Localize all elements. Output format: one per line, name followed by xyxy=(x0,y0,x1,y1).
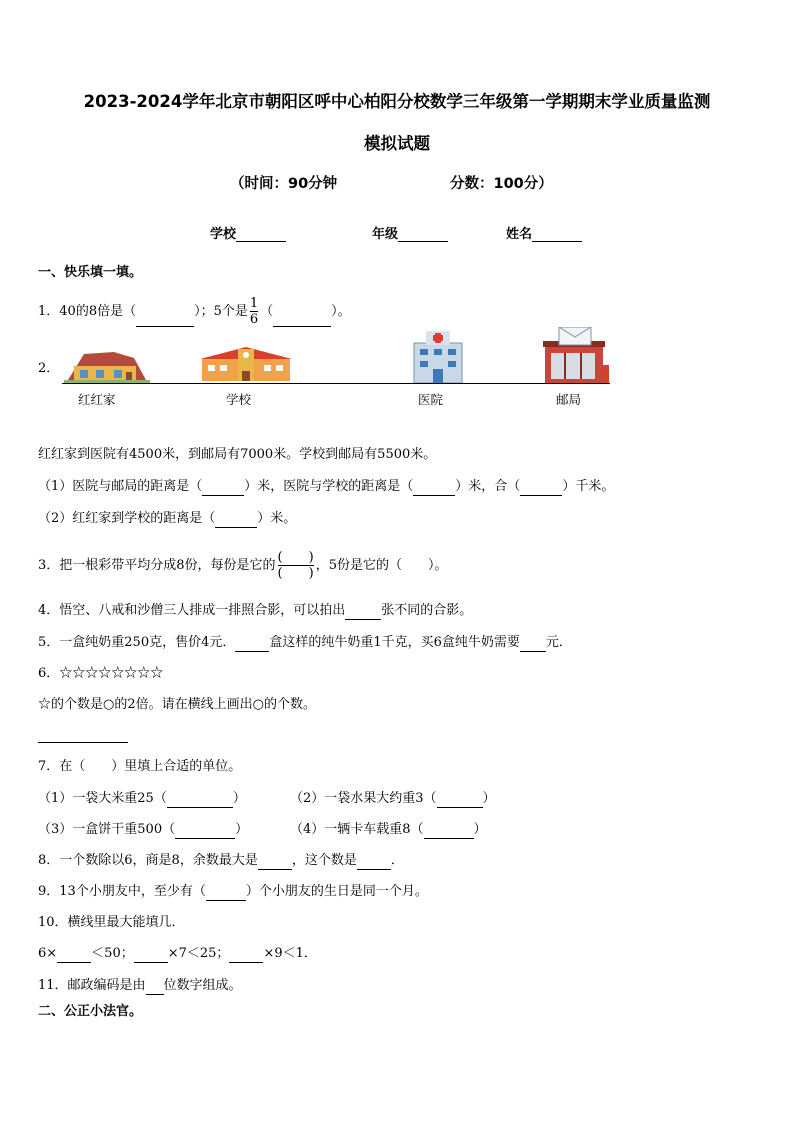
q7-p3-blank[interactable] xyxy=(175,824,235,839)
exam-title-line2: 模拟试题 xyxy=(364,134,430,153)
school-field[interactable] xyxy=(210,223,286,242)
q1-text-b: ）；5个是 xyxy=(194,304,248,319)
q1-text-a: 1．40的8倍是（ xyxy=(38,304,137,319)
question-8 xyxy=(38,852,404,870)
q8-text-c: ． xyxy=(390,853,404,868)
q1-text-c: （ xyxy=(260,304,274,319)
q4-text-a: 4．悟空、八戒和沙僧三人排成一排照合影，可以拍出 xyxy=(38,603,346,618)
label-school: 学校 xyxy=(226,392,252,407)
q2-p2-text-a: （2）红红家到学校的距离是（ xyxy=(38,511,216,526)
label-hospital: 医院 xyxy=(418,392,444,407)
q3-text-b: ，5份是它的（ ）。 xyxy=(315,558,448,573)
q7-p1-close: ） xyxy=(232,791,246,806)
post-office-icon xyxy=(543,327,611,383)
exam-score: 分数：100分） xyxy=(450,176,553,192)
q1-blank-1[interactable] xyxy=(136,312,194,327)
q9-blank[interactable] xyxy=(206,886,246,901)
q3-frac-den[interactable]: ( ) xyxy=(277,566,314,581)
q7-p1-blank[interactable] xyxy=(167,793,233,808)
q7-prompt: 7．在（ ）里填上合适的单位。 xyxy=(38,759,242,774)
q2-p2-text-b: ）米。 xyxy=(257,511,297,526)
q10-blank-2[interactable] xyxy=(134,948,168,963)
q6-text: ☆的个数是○的2倍。请在横线上画出○的个数。 xyxy=(38,697,316,712)
school-blank[interactable] xyxy=(236,227,286,242)
q7-p3-close: ） xyxy=(235,822,249,837)
q7-p2-blank[interactable] xyxy=(437,793,483,808)
question-1 xyxy=(38,296,351,327)
section2-heading: 二、公正小法官。 xyxy=(38,1004,143,1019)
q11-text-a: 11．邮政编码是由 xyxy=(38,978,146,993)
question-5 xyxy=(38,634,572,652)
q10-blank-1[interactable] xyxy=(57,948,91,963)
q7-p1-text: （1）一袋大米重25（ xyxy=(38,791,167,806)
q2-text: 红红家到医院有4500米，到邮局有7000米。学校到邮局有5500米。 xyxy=(38,447,437,462)
q1-frac-num: 1 xyxy=(249,296,259,311)
q4-blank[interactable] xyxy=(345,605,381,620)
q4-text-b: 张不同的合影。 xyxy=(381,603,473,618)
q7-p4-close: ） xyxy=(473,822,487,837)
q7-part2 xyxy=(290,790,496,808)
house-icon xyxy=(64,344,150,384)
q5-text-c: 元． xyxy=(545,635,572,650)
name-blank[interactable] xyxy=(532,227,582,242)
q9-text-a: 9．13个小朋友中，至少有（ xyxy=(38,884,206,899)
grade-blank[interactable] xyxy=(398,227,448,242)
q1-text-d: ）。 xyxy=(331,304,351,319)
q10-text-b4: ×9＜1． xyxy=(263,946,317,961)
q7-p2-close: ） xyxy=(482,791,496,806)
q5-text-a: 5．一盒纯奶重250克，售价4元． xyxy=(38,635,236,650)
question-11 xyxy=(38,977,242,995)
name-label: 姓名 xyxy=(506,227,533,242)
section1-heading: 一、快乐填一填。 xyxy=(38,265,143,280)
q10-text-b2: ＜50； xyxy=(91,946,134,961)
hospital-icon xyxy=(410,331,466,383)
q10-expressions xyxy=(38,945,317,963)
q10-text-b3: ×7＜25； xyxy=(167,946,230,961)
question-9 xyxy=(38,883,428,901)
q3-text-a: 3．把一根彩带平均分成8份，每份是它的 xyxy=(38,558,276,573)
q2-p1-text-c: ）米，合（ xyxy=(455,479,521,494)
q2-part2 xyxy=(38,510,296,528)
school-label: 学校 xyxy=(210,227,237,242)
q3-fraction[interactable] xyxy=(278,550,314,581)
grade-field[interactable] xyxy=(372,223,448,242)
question-4 xyxy=(38,602,472,620)
exam-title-line1: 2023-2024学年北京市朝阳区呼中心柏阳分校数学三年级第一学期期末学业质量监测 xyxy=(83,92,711,111)
q7-p4-text: （4）一辆卡车载重8（ xyxy=(290,822,424,837)
name-field[interactable] xyxy=(506,223,582,242)
q2-number: 2． xyxy=(38,361,60,376)
q2-p2-blank[interactable] xyxy=(215,513,257,528)
q8-text-a: 8．一个数除以6，商是8，余数最大是 xyxy=(38,853,258,868)
q2-p1-text-d: ）千米。 xyxy=(562,479,615,494)
q2-p1-blank-1[interactable] xyxy=(202,481,244,496)
q1-frac-den: 6 xyxy=(249,312,259,327)
q1-fraction xyxy=(250,296,258,327)
q9-text-b: ）个小朋友的生日是同一个月。 xyxy=(245,884,428,899)
q8-blank-1[interactable] xyxy=(258,855,292,870)
q3-frac-num[interactable]: ( ) xyxy=(277,550,314,565)
exam-time: （时间：90分钟 xyxy=(230,176,338,192)
q2-p1-text-b: ）米，医院与学校的距离是（ xyxy=(244,479,414,494)
q8-text-b: ，这个数是 xyxy=(291,853,357,868)
q7-part4 xyxy=(290,821,487,839)
label-home: 红红家 xyxy=(78,392,116,407)
q2-part1 xyxy=(38,478,614,496)
q7-p4-blank[interactable] xyxy=(424,824,474,839)
q6-stars: 6．☆☆☆☆☆☆☆☆ xyxy=(38,666,164,681)
q7-p2-text: （2）一袋水果大约重3（ xyxy=(290,791,437,806)
question-3 xyxy=(38,550,447,581)
school-icon xyxy=(200,343,292,383)
q11-blank[interactable] xyxy=(146,980,164,995)
q7-p3-text: （3）一盒饼干重500（ xyxy=(38,822,176,837)
q2-p1-blank-3[interactable] xyxy=(520,481,562,496)
q10-prompt: 10．横线里最大能填几． xyxy=(38,915,185,930)
q6-answer-line[interactable] xyxy=(38,742,128,743)
q5-blank-1[interactable] xyxy=(235,637,269,652)
q2-p1-text-a: （1）医院与邮局的距离是（ xyxy=(38,479,203,494)
road-line xyxy=(62,383,610,384)
q10-blank-3[interactable] xyxy=(229,948,263,963)
q1-blank-2[interactable] xyxy=(273,312,331,327)
q7-part3 xyxy=(38,821,248,839)
q7-part1 xyxy=(38,790,246,808)
q2-p1-blank-2[interactable] xyxy=(413,481,455,496)
label-post-office: 邮局 xyxy=(556,392,582,407)
q5-text-b: 盒这样的纯牛奶重1千克，买6盒纯牛奶需要 xyxy=(269,635,520,650)
grade-label: 年级 xyxy=(372,227,399,242)
q10-text-b1: 6× xyxy=(38,946,58,961)
q11-text-b: 位数字组成。 xyxy=(163,978,242,993)
q5-blank-2[interactable] xyxy=(520,637,546,652)
q8-blank-2[interactable] xyxy=(357,855,391,870)
